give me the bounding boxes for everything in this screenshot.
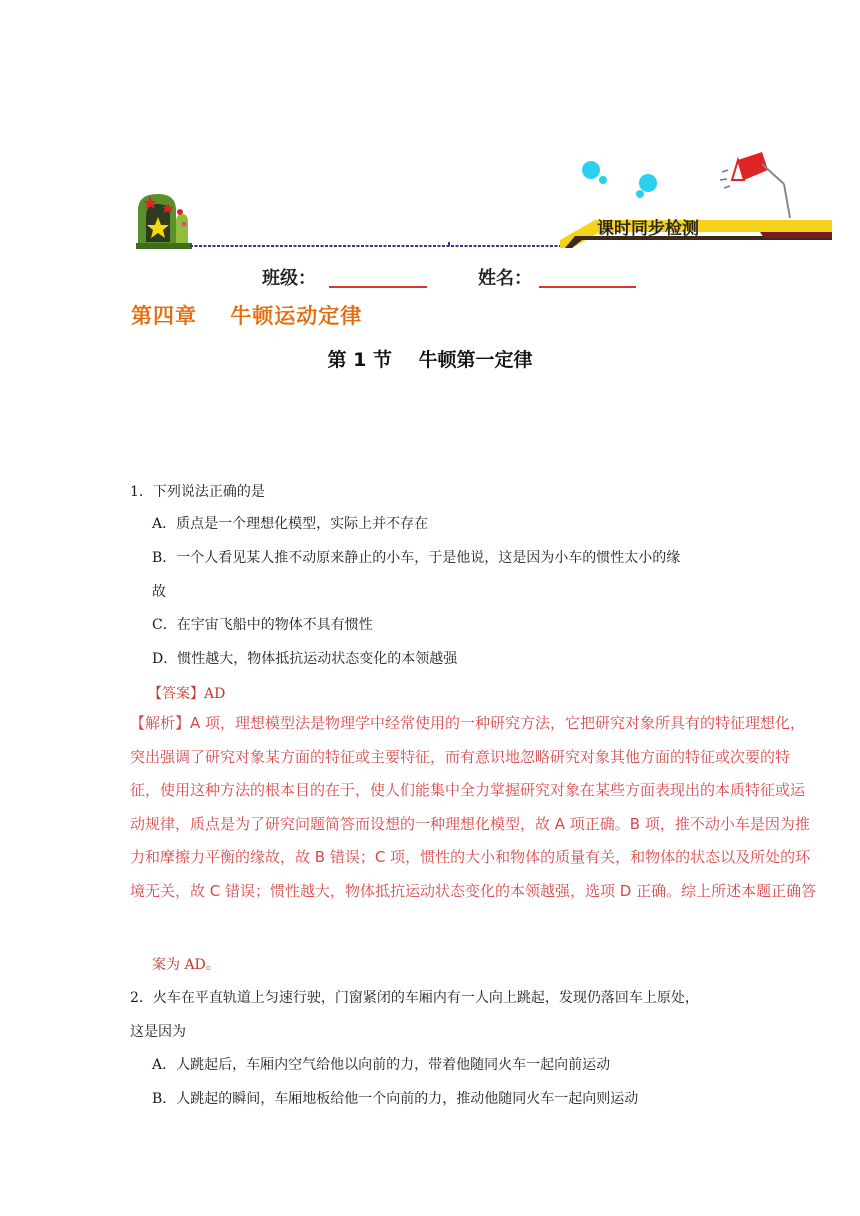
- question-2-option-b: B．人跳起的瞬间，车厢地板给他一个向前的力，推动他随同火车一起向则运动: [152, 1091, 639, 1107]
- analysis-line: 突出强调了研究对象某方面的特征或主要特征，而有意识地忽略研究对象其他方面的特征或次要的特: [130, 747, 791, 766]
- rocket-decoration-icon: [720, 152, 790, 218]
- question-1-stem: 1．下列说法正确的是: [130, 484, 265, 500]
- bubbles-decoration-icon: [582, 161, 657, 198]
- analysis-line: 动规律，质点是为了研究问题简答而设想的一种理想化模型，故 A 项正确。B 项，推不动小车是因为推: [130, 814, 810, 833]
- header-banner: [0, 150, 860, 260]
- question-1-answer: 【答案】AD: [148, 686, 226, 702]
- name-blank[interactable]: [539, 286, 636, 288]
- name-label: 姓名：: [478, 268, 532, 289]
- question-1-option-d: D．惯性越大，物体抵抗运动状态变化的本领越强: [152, 651, 458, 667]
- class-blank[interactable]: [329, 286, 427, 288]
- question-2-stem-cont: 这是因为: [130, 1024, 186, 1040]
- chapter-title: 第四章 牛顿运动定律: [131, 304, 363, 328]
- question-2-stem: 2．火车在平直轨道上匀速行驶，门窗紧闭的车厢内有一人向上跳起，发现仍落回车上原处，: [130, 990, 699, 1006]
- class-label: 班级：: [262, 268, 316, 289]
- question-1-option-b-cont: 故: [152, 584, 166, 600]
- question-1-option-c: C．在宇宙飞船中的物体不具有惯性: [152, 617, 373, 633]
- question-1-option-a: A．质点是一个理想化模型，实际上并不存在: [152, 516, 429, 532]
- class-name-row: [262, 264, 662, 294]
- analysis-line: 【解析】A 项，理想模型法是物理学中经常使用的一种研究方法，它把研究对象所具有的特征理想化，: [130, 714, 806, 732]
- question-1-analysis-end: 案为 AD。: [152, 957, 220, 973]
- question-1-analysis: [130, 707, 842, 908]
- banner-title: 课时同步检测: [597, 219, 699, 239]
- analysis-line: 征，使用这种方法的根本目的在于，使人们能集中全力掌握研究对象在某些方面表现出的本质特征或运: [130, 781, 806, 799]
- analysis-line: 境无关，故 C 错误；惯性越大，物体抵抗运动状态变化的本领越强，选项 D 正确。综上所述本题正确答: [130, 881, 817, 900]
- section-title: 第 1 节 牛顿第一定律: [327, 349, 533, 371]
- question-2-option-a: A．人跳起后，车厢内空气给他以向前的力，带着他随同火车一起向前运动: [152, 1057, 611, 1073]
- arch-logo-icon: [136, 194, 192, 249]
- question-1-option-b: B．一个人看见某人推不动原来静止的小车，于是他说，这是因为小车的惯性太小的缘: [152, 550, 681, 566]
- analysis-line: 力和摩擦力平衡的缘故，故 B 错误；C 项，惯性的大小和物体的质量有关，和物体的状态以及所处的环: [130, 848, 811, 866]
